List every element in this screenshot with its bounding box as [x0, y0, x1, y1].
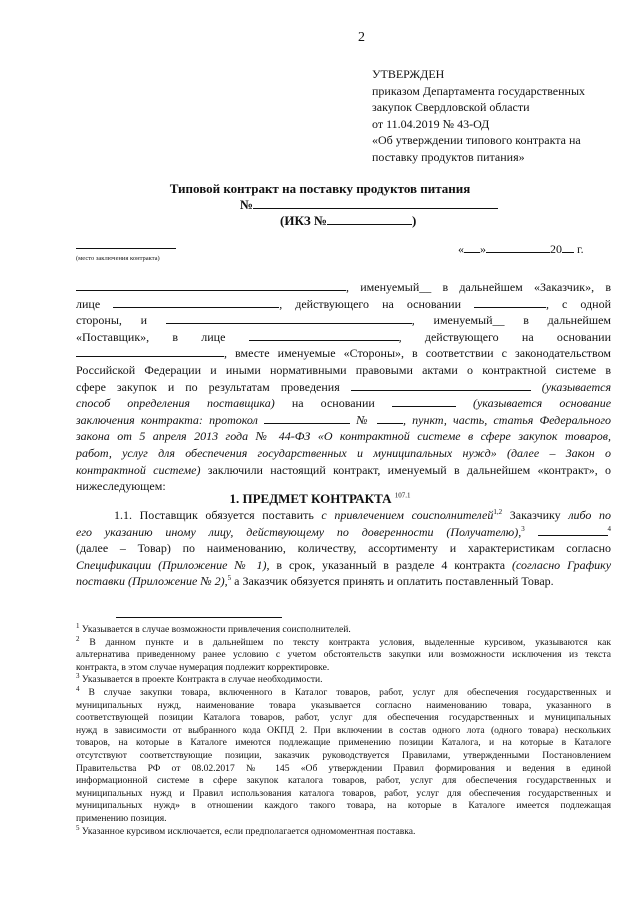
footnote-4: $^4$ В случае закупки товара, включенного в Каталог товаров, работ, услуг для обеспечения государственных и: [76, 684, 611, 698]
footnote-2-line: альтернатива приведенному ранее условию с учетом обстоятельств закупки или возможности исключения из текста: [76, 649, 611, 661]
section-heading: 1. ПРЕДМЕТ КОНТРАКТА $^{107.1}$: [229, 491, 411, 506]
footnote-4-line: муниципальных нужд и Правил использования каталога товаров, работ, услуг для обеспечения государственных и: [76, 787, 611, 799]
preamble-line: «Поставщик», в лице , действующего на основании: [76, 329, 612, 344]
date-quote-open: «: [458, 242, 464, 256]
approval-stamp: [372, 66, 612, 165]
clause-line: (далее – Товар) по наименованию, количеству, ассортименту и характеристикам согласно: [76, 541, 611, 556]
ikz-line: [280, 212, 416, 229]
preamble-line: лице , действующего на основании , с одной: [76, 296, 612, 311]
preamble-line: нижеследующем:: [76, 479, 166, 494]
ikz-blank: [327, 212, 412, 225]
footnote-4-line: отсутствуют соответствующие позиции, заказчик руководствуется Правилами, утвержденными Постановлением: [76, 749, 611, 761]
clause-line: поставки (Приложение № 2),$^5$ а Заказчик обязуется принять и оплатить поставленный Товар.: [76, 574, 554, 589]
preamble-line: сфере закупок и по результатам проведения (указывается: [76, 379, 612, 394]
footnote-3: $^3$ Указывается в проекте Контракта в случае необходимости.: [76, 672, 323, 686]
footnote-2-line: контракта, в этом случае нумерация подлежит корректировке.: [76, 661, 330, 673]
footnote-4-line: соответствующей позиции Каталога товаров, работ, услуг для обеспечения государственных и муниципальных: [76, 712, 611, 724]
clause-line: 1.1. Поставщик обязуется поставить с привлечением соисполнителей$^{1,2}$ Заказчику либо по: [114, 508, 612, 522]
clause-line: его указанию иному лицу, действующему по доверенности (Получателю),$^3$ $^4$: [76, 524, 611, 539]
footnote-4-line: муниципальных нужд, наименование товара указывается согласно наименованию товара, указанного в: [76, 699, 611, 711]
footnote-4-line: товаров, на которые в Каталоге имеются подлежащие применению позиции Каталога, и на которые в Каталоге: [76, 737, 611, 749]
page-number: 2: [358, 30, 365, 45]
footnotes: [76, 621, 611, 838]
place-blank: [76, 248, 176, 249]
approval-line: «Об утверждении типового контракта на: [372, 133, 581, 147]
approval-line: от 11.04.2019 № 43-ОД: [372, 116, 490, 131]
preamble-line: работ, услуг для обеспечения государственных и муниципальных нужд» (далее – Закон о: [76, 445, 611, 460]
approval-line: приказом Департамента государственных: [372, 83, 586, 98]
clause-line: Спецификации (Приложение № 1), в срок, указанный в разделе 4 контракта (согласно Графику: [76, 557, 612, 572]
footnote-4-line: муниципальных нужд» в отношении каждого такого товара, на которые в Каталоге имеется подлежащая: [76, 800, 611, 812]
approval-line: УТВЕРЖДЕН: [372, 67, 445, 81]
contract-number: [240, 196, 498, 213]
year-blank: [562, 242, 574, 253]
footnote-4-line: нужд в зависимости от выбранного кода ОКПД 2. При включении в состав одного лота (одного товара) нескольких: [76, 724, 611, 736]
preamble-line: , вместе именуемые «Стороны», в соответствии с законодательством: [76, 345, 611, 362]
preamble: [76, 279, 611, 495]
day-blank: [464, 242, 480, 253]
preamble-line: закона от 5 апреля 2013 года № 44-ФЗ «О контрактной системе в сфере закупок товаров,: [76, 429, 611, 444]
approval-line: поставку продуктов питания»: [372, 149, 525, 164]
number-blank: [253, 196, 498, 209]
footnote-separator: [116, 617, 282, 618]
preamble-line: контрактной системе) заключили настоящий контракт, именуемый в дальнейшем «контракт», о: [76, 462, 612, 477]
footnote-5: $^5$ Указанное курсивом исключается, если предполагается одномоментная поставка.: [76, 823, 416, 837]
contract-date: [458, 242, 584, 257]
number-label: №: [240, 197, 254, 212]
year-prefix: 20: [550, 242, 562, 256]
footnote-2: $^2$ В данном пункте и в дальнейшем по тексту контракта условия, выделенные курсивом, указываются как: [76, 634, 611, 648]
footnote-4-line: информационной системе в сфере закупок каталога товаров, работ, услуг для обеспечения государственных и: [76, 775, 611, 787]
month-blank: [486, 242, 550, 253]
preamble-line: способ определения поставщика) на основании (указывается основание: [76, 396, 612, 411]
customer-blank: [76, 280, 346, 291]
place-label: (место заключения контракта): [76, 255, 160, 262]
footnote-4-line: Правительства РФ от 08.02.2017 № 145 «Об утверждении Правил формирования и ведения в единой: [76, 762, 611, 774]
year-suffix: г.: [574, 242, 584, 256]
ikz-label: (ИКЗ №: [280, 213, 328, 228]
preamble-line: заключения контракта: протокол № , пункт, часть, статья Федерального: [76, 412, 612, 427]
document-title: Типовой контракт на поставку продуктов питания: [169, 181, 471, 196]
preamble-line: Российской Федерации и иными нормативными правовыми актами о контрактной системе в: [76, 362, 611, 377]
goods-blank: [538, 525, 608, 536]
preamble-line: , именуемый__ в дальнейшем «Заказчик», в: [76, 279, 611, 296]
clause-1-1: [76, 507, 611, 590]
date-quote-close: »: [480, 242, 486, 256]
preamble-line: стороны, и , именуемый__ в дальнейшем: [76, 313, 611, 328]
ikz-close: ): [412, 213, 417, 228]
approval-line: закупок Свердловской области: [372, 100, 530, 114]
footnote-1: $^1$ Указывается в случае возможности привлечения соисполнителей.: [76, 621, 351, 635]
footnote-4-line: применению позиция.: [76, 812, 167, 824]
